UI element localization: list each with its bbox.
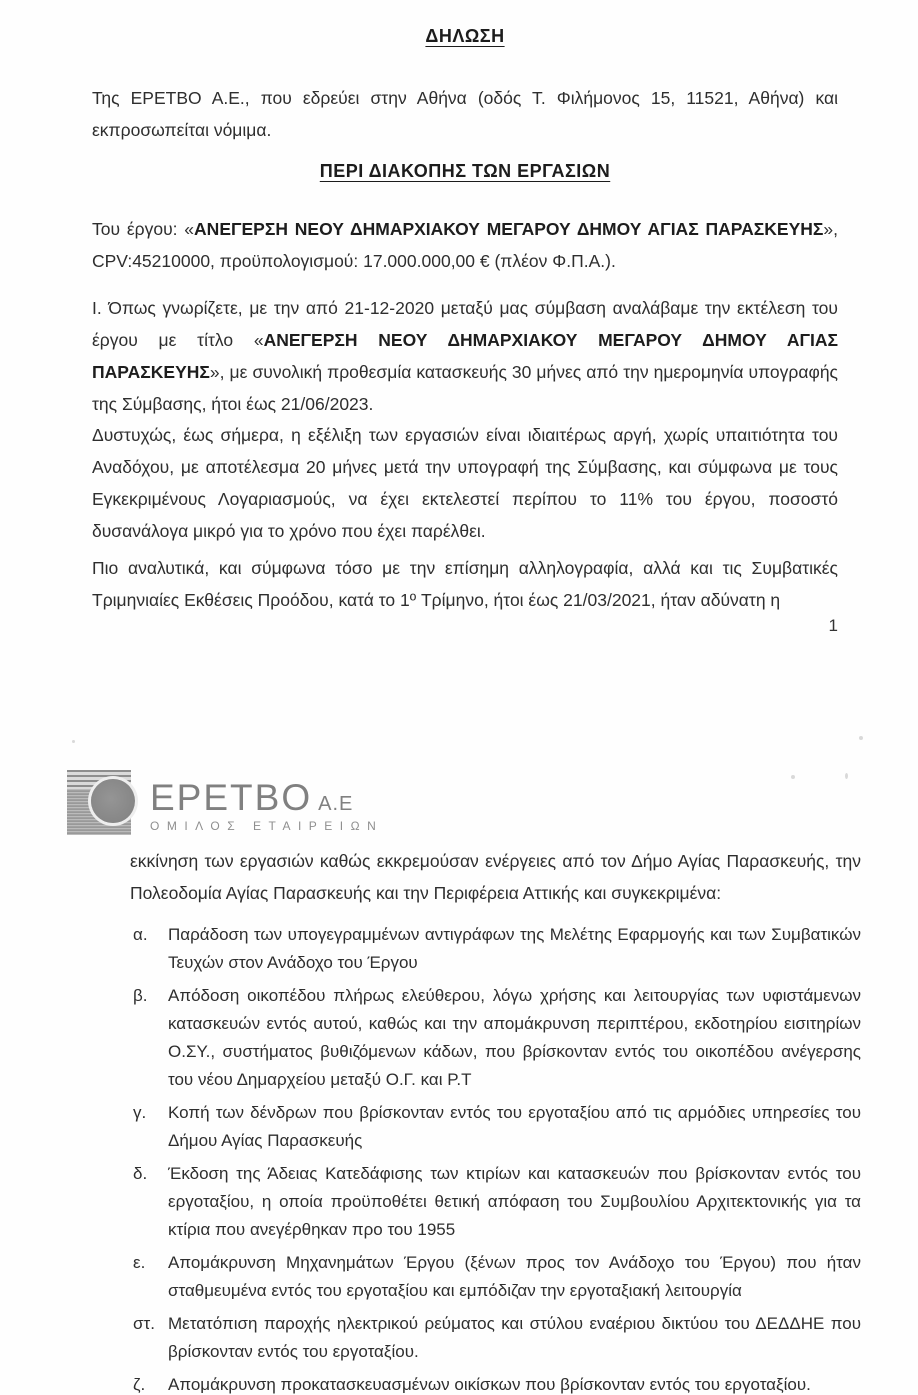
list-text: Κοπή των δένδρων που βρίσκονταν εντός του εργοταξίου από τις αρμόδιες υπηρεσίες του Δήμου Αγίας Παρασκευής [168,1103,861,1150]
company-legal-suffix: Α.Ε [318,793,354,815]
list-item-st [133,1310,861,1366]
list-item-a [133,921,861,977]
progress-paragraph: Δυστυχώς, έως σήμερα, η εξέλιξη των εργασιών είναι ιδιαιτέρως αργή, χωρίς υπαιτιότητα του Αναδόχου, με αποτέλεσμα 20 μήνες μετά την υπογραφή της Σύμβασης, και σύμφωνα με τους Εγκεκριμένους Λογαριασμούς, να έχει εκτελεστεί περίπου το 11% του έργου, ποσοστό δυσανάλογα μικρό για το χρόνο που έχει παρέλθει. [92,425,838,541]
list-marker: ε. [133,1253,146,1272]
list-text: Απομάκρυνση Μηχανημάτων Έργου (ξένων προς τον Ανάδοχο του Έργου) που ήταν σταθμευμένα εντός του εργοταξίου και εμπόδιζαν την εργοταξιακή λειτουργία [168,1253,861,1300]
contract-paragraph-part2: », με συνολική προθεσμία κατασκευής 30 μήνες από την ημερομηνία υπογραφής της Σύμβασης, ήτοι έως 21/06/2023. [92,362,838,414]
list-marker: β. [133,986,148,1005]
contract-paragraph [92,292,838,420]
detail-paragraph: Πιο αναλυτικά, και σύμφωνα τόσο με την επίσημη αλληλογραφία, αλλά και τις Συμβατικές Τριμηνιαίες Εκθέσεις Προόδου, κατά το 1º Τρίμηνο, ήτοι έως 21/03/2021, ήταν αδύνατη η [92,558,838,610]
list-marker: α. [133,925,148,944]
scan-speck [845,773,848,779]
list-text: Μετατόπιση παροχής ηλεκτρικού ρεύματος και στύλου εναέριου δικτύου του ΔΕΔΔΗΕ που βρίσκονταν εντός του εργοταξίου. [168,1314,861,1361]
list-text: Παράδοση των υπογεγραμμένων αντιγράφων της Μελέτης Εφαρμογής και των Συμβατικών Τευχών στον Ανάδοχο του Έργου [168,925,861,972]
list-text: Έκδοση της Άδειας Κατεδάφισης των κτιρίων και κατασκευών που βρίσκονταν εντός του εργοταξίου, η οποία προϋποθέτει θετική απόφαση του Συμβουλίου Αρχιτεκτονικής για τα κτίρια που ανεγέρθηκαν προ του 1955 [168,1164,861,1239]
page-number: 1 [828,616,838,635]
company-name: ΕΡΕΤΒΟ [150,777,313,818]
project-paragraph-suffix: », CPV:45210000, προϋπολογισμού: 17.000.000,00 € (πλέον Φ.Π.Α.). [92,219,838,271]
list-item-d [133,1160,861,1244]
list-text: Απόδοση οικοπέδου πλήρως ελεύθερου, λόγω χρήσης και λειτουργίας των υφιστάμενων κατασκευών εντός αυτού, καθώς και την απομάκρυνση περιπτέρου, εκδοτηρίου εισιτηρίων Ο.ΣΥ., συστήματος βυθιζόμενων κάδων, που βρίσκονταν εντός του οικοπέδου ανέγερσης του νέου Δημαρχείου μεταξύ Ο.Γ. και Ρ.Τ [168,986,861,1089]
scan-speck [859,736,863,740]
scan-speck [72,740,75,743]
company-logo-mark [67,770,131,835]
list-marker: στ. [133,1314,155,1333]
list-item-b [133,982,861,1094]
project-paragraph [92,213,838,277]
list-item-e [133,1249,861,1305]
subject-heading: ΠΕΡΙ ΔΙΑΚΟΠΗΣ ΤΩΝ ΕΡΓΑΣΙΩΝ [319,161,611,181]
list-text: Απομάκρυνση προκατασκευασμένων οικίσκων που βρίσκονταν εντός του εργοταξίου. [168,1375,811,1394]
contract-paragraph-part1: Ι. Όπως γνωρίζετε, με την από 21-12-2020 μεταξύ μας σύμβαση αναλάβαμε την εκτέλεση του έργου με τίτλο « [92,298,838,350]
project-title: ΑΝΕΓΕΡΣΗ ΝΕΟΥ ΔΗΜΑΡΧΙΑΚΟΥ ΜΕΓΑΡΟΥ ΔΗΜΟΥ ΑΓΙΑΣ ΠΑΡΑΣΚΕΥΗΣ [194,219,824,239]
pending-actions-list [133,921,861,1395]
project-title-repeat: ΑΝΕΓΕΡΣΗ ΝΕΟΥ ΔΗΜΑΡΧΙΑΚΟΥ ΜΕΓΑΡΟΥ ΔΗΜΟΥ ΑΓΙΑΣ ΠΑΡΑΣΚΕΥΗΣ [92,330,838,382]
list-marker: ζ. [133,1375,146,1394]
page-title: ΔΗΛΩΣΗ [425,26,505,46]
list-item-g [133,1099,861,1155]
company-tagline: ΟΜΙΛΟΣ ΕΤΑΙΡΕΙΩΝ [150,819,384,833]
project-paragraph-prefix: Του έργου: « [92,219,195,239]
list-item-z [133,1371,861,1395]
company-logo-text [150,779,383,833]
scan-speck [791,775,795,779]
continuation-paragraph: εκκίνηση των εργασιών καθώς εκκρεμούσαν ενέργειες από τον Δήμο Αγίας Παρασκευής, την Πολεοδομία Αγίας Παρασκευής και την Περιφέρεια Αττικής και συγκεκριμένα: [130,851,861,903]
list-marker: δ. [133,1164,148,1183]
list-marker: γ. [133,1103,147,1122]
intro-paragraph: Της ΕΡΕΤΒΟ Α.Ε., που εδρεύει στην Αθήνα (οδός Τ. Φιλήμονος 15, 11521, Αθήνα) και εκπροσωπείται νόμιμα. [92,88,838,140]
logo-circle-graphic [91,779,135,823]
